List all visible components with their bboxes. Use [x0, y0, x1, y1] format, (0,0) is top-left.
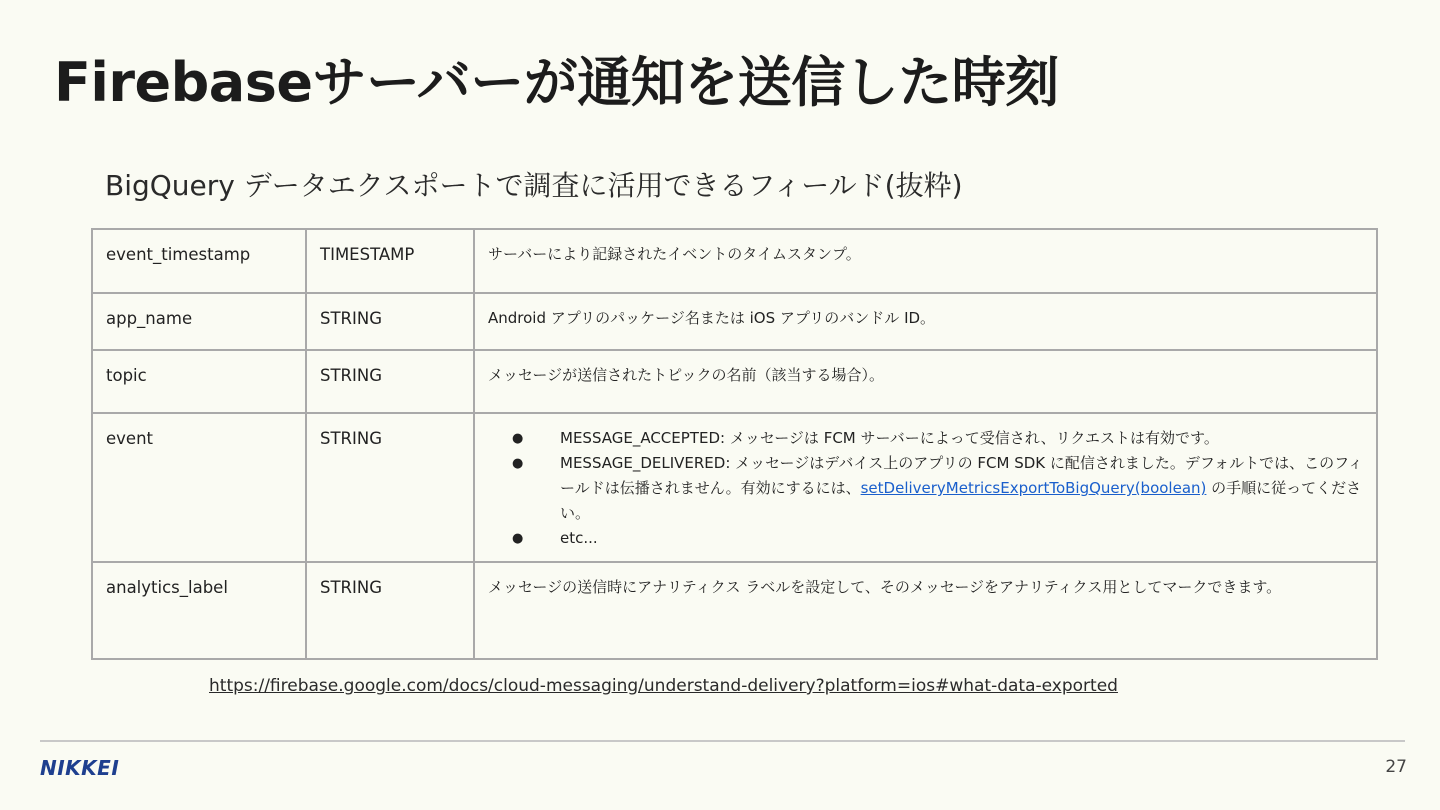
list-item — [488, 426, 1364, 451]
field-name-cell: event — [92, 413, 306, 562]
field-name-cell: app_name — [92, 293, 306, 350]
slide-title: Firebaseサーバーが通知を送信した時刻 — [54, 51, 1059, 114]
field-name-cell: analytics_label — [92, 562, 306, 659]
field-type-cell: STRING — [306, 350, 474, 413]
field-name-cell: topic — [92, 350, 306, 413]
bullet-icon: ● — [512, 431, 524, 446]
field-type-cell: STRING — [306, 293, 474, 350]
bullet-icon: ● — [512, 456, 524, 471]
table-row — [92, 413, 1377, 562]
footer-divider — [40, 740, 1405, 742]
field-description-cell — [474, 413, 1377, 562]
bullet-text: MESSAGE_ACCEPTED: メッセージは FCM サーバーによって受信され、リクエストは有効です。 — [560, 429, 1219, 447]
table-row — [92, 562, 1377, 659]
field-type-cell: STRING — [306, 562, 474, 659]
field-description-cell: サーバーにより記録されたイベントのタイムスタンプ。 — [474, 229, 1377, 293]
table-row — [92, 350, 1377, 413]
field-type-cell: TIMESTAMP — [306, 229, 474, 293]
bullet-icon: ● — [512, 531, 524, 546]
nikkei-logo: NIKKEI — [40, 756, 120, 780]
field-name-cell: event_timestamp — [92, 229, 306, 293]
api-doc-link[interactable]: setDeliveryMetricsExportToBigQuery(boolean) — [860, 479, 1207, 497]
source-link[interactable]: https://firebase.google.com/docs/cloud-messaging/understand-delivery?platform=ios#what-data-exported — [209, 676, 1118, 696]
table-row — [92, 293, 1377, 350]
list-item — [488, 451, 1364, 526]
field-description-cell: メッセージが送信されたトピックの名前（該当する場合）。 — [474, 350, 1377, 413]
slide-subtitle: BigQuery データエクスポートで調査に活用できるフィールド(抜粋) — [105, 169, 963, 202]
bullet-text: MESSAGE_DELIVERED: メッセージはデバイス上のアプリの FCM SDK に配信されました。デフォルトでは、このフィールドは伝播されません。有効にするには、 — [560, 454, 1363, 497]
field-table — [91, 228, 1378, 660]
page-number: 27 — [1385, 757, 1407, 777]
list-item — [488, 526, 1364, 551]
table-row — [92, 229, 1377, 293]
bullet-text: etc... — [560, 529, 598, 547]
event-value-list — [488, 426, 1364, 551]
field-type-cell: STRING — [306, 413, 474, 562]
field-description-cell: メッセージの送信時にアナリティクス ラベルを設定して、そのメッセージをアナリティクス用としてマークできます。 — [474, 562, 1377, 659]
bullet-text-suffix: の手順に従ってください。 — [560, 479, 1362, 522]
field-description-cell: Android アプリのパッケージ名または iOS アプリのバンドル ID。 — [474, 293, 1377, 350]
